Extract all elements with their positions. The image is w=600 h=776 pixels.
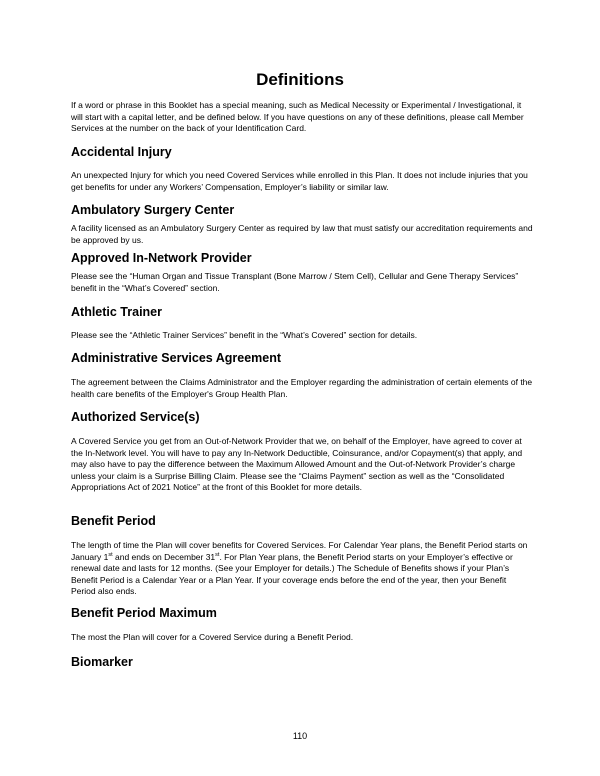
heading-athletic-trainer: Athletic Trainer bbox=[71, 305, 162, 319]
body-approved-in-network-provider: Please see the “Human Organ and Tissue Transplant (Bone Marrow / Stem Cell), Cellular and Gene Therapy Services” benefit in the “What’s Covered” section. bbox=[71, 271, 519, 293]
heading-administrative-services-agreement: Administrative Services Agreement bbox=[71, 351, 282, 365]
heading-accidental-injury: Accidental Injury bbox=[71, 145, 172, 159]
page-title: Definitions bbox=[256, 70, 344, 89]
body-athletic-trainer: Please see the “Athletic Trainer Services” benefit in the “What’s Covered” section for details. bbox=[71, 330, 418, 340]
body-ambulatory-surgery-center: A facility licensed as an Ambulatory Surgery Center as required by law that must satisfy our accreditation requirements and be approved by us. bbox=[71, 223, 533, 245]
heading-authorized-services: Authorized Service(s) bbox=[71, 410, 200, 424]
heading-ambulatory-surgery-center: Ambulatory Surgery Center bbox=[71, 203, 235, 217]
heading-benefit-period: Benefit Period bbox=[71, 514, 156, 528]
heading-benefit-period-maximum: Benefit Period Maximum bbox=[71, 606, 217, 620]
heading-biomarker: Biomarker bbox=[71, 655, 133, 669]
body-benefit-period-maximum: The most the Plan will cover for a Covered Service during a Benefit Period. bbox=[71, 632, 354, 642]
page-number: 110 bbox=[292, 731, 308, 741]
intro-paragraph: If a word or phrase in this Booklet has a special meaning, such as Medical Necessity or Experimental / Investigational, it will start with a capital letter, and be defined below. If you have questions on any of these definitions, please call Member Services at the number on the back of your Identification Card. bbox=[71, 100, 524, 133]
body-benefit-period: The length of time the Plan will cover benefits for Covered Services. For Calendar Year plans, the Benefit Period starts on January 1st and ends on December 31st. For Plan Year plans, the Benefit Period starts on your Employer’s effective or renewal date and lasts for 12 months. (See your Employer for details.) The Schedule of Benefits shows if your Plan’s Benefit Period is a Calendar Year or a Plan Year. If your coverage ends before the end of the year, then your Benefit Period also ends. bbox=[71, 540, 528, 596]
body-accidental-injury: An unexpected Injury for which you need Covered Services while enrolled in this Plan. It does not include injuries that you get benefits for under any Workers’ Compensation, Employer’s liability or similar law. bbox=[71, 170, 528, 192]
body-authorized-services: A Covered Service you get from an Out-of-Network Provider that we, on behalf of the Employer, have agreed to cover at the In-Network level. You will have to pay any In-Network Deductible, Coinsurance, and/or Copayment(s) that apply, and may also have to pay the difference between the Maximum Allowed Amount and the Out-of-Network Provider’s charge unless your claim is a Surprise Billing Claim. Please see the “Claims Payment” section as well as the “Consolidated Appropriations Act of 2021 Notice” at the front of this Booklet for more details. bbox=[71, 436, 523, 492]
body-administrative-services-agreement: The agreement between the Claims Administrator and the Employer regarding the administration of certain elements of the health care benefits of the Employer's Group Health Plan. bbox=[71, 377, 533, 399]
heading-approved-in-network-provider: Approved In-Network Provider bbox=[71, 251, 252, 265]
